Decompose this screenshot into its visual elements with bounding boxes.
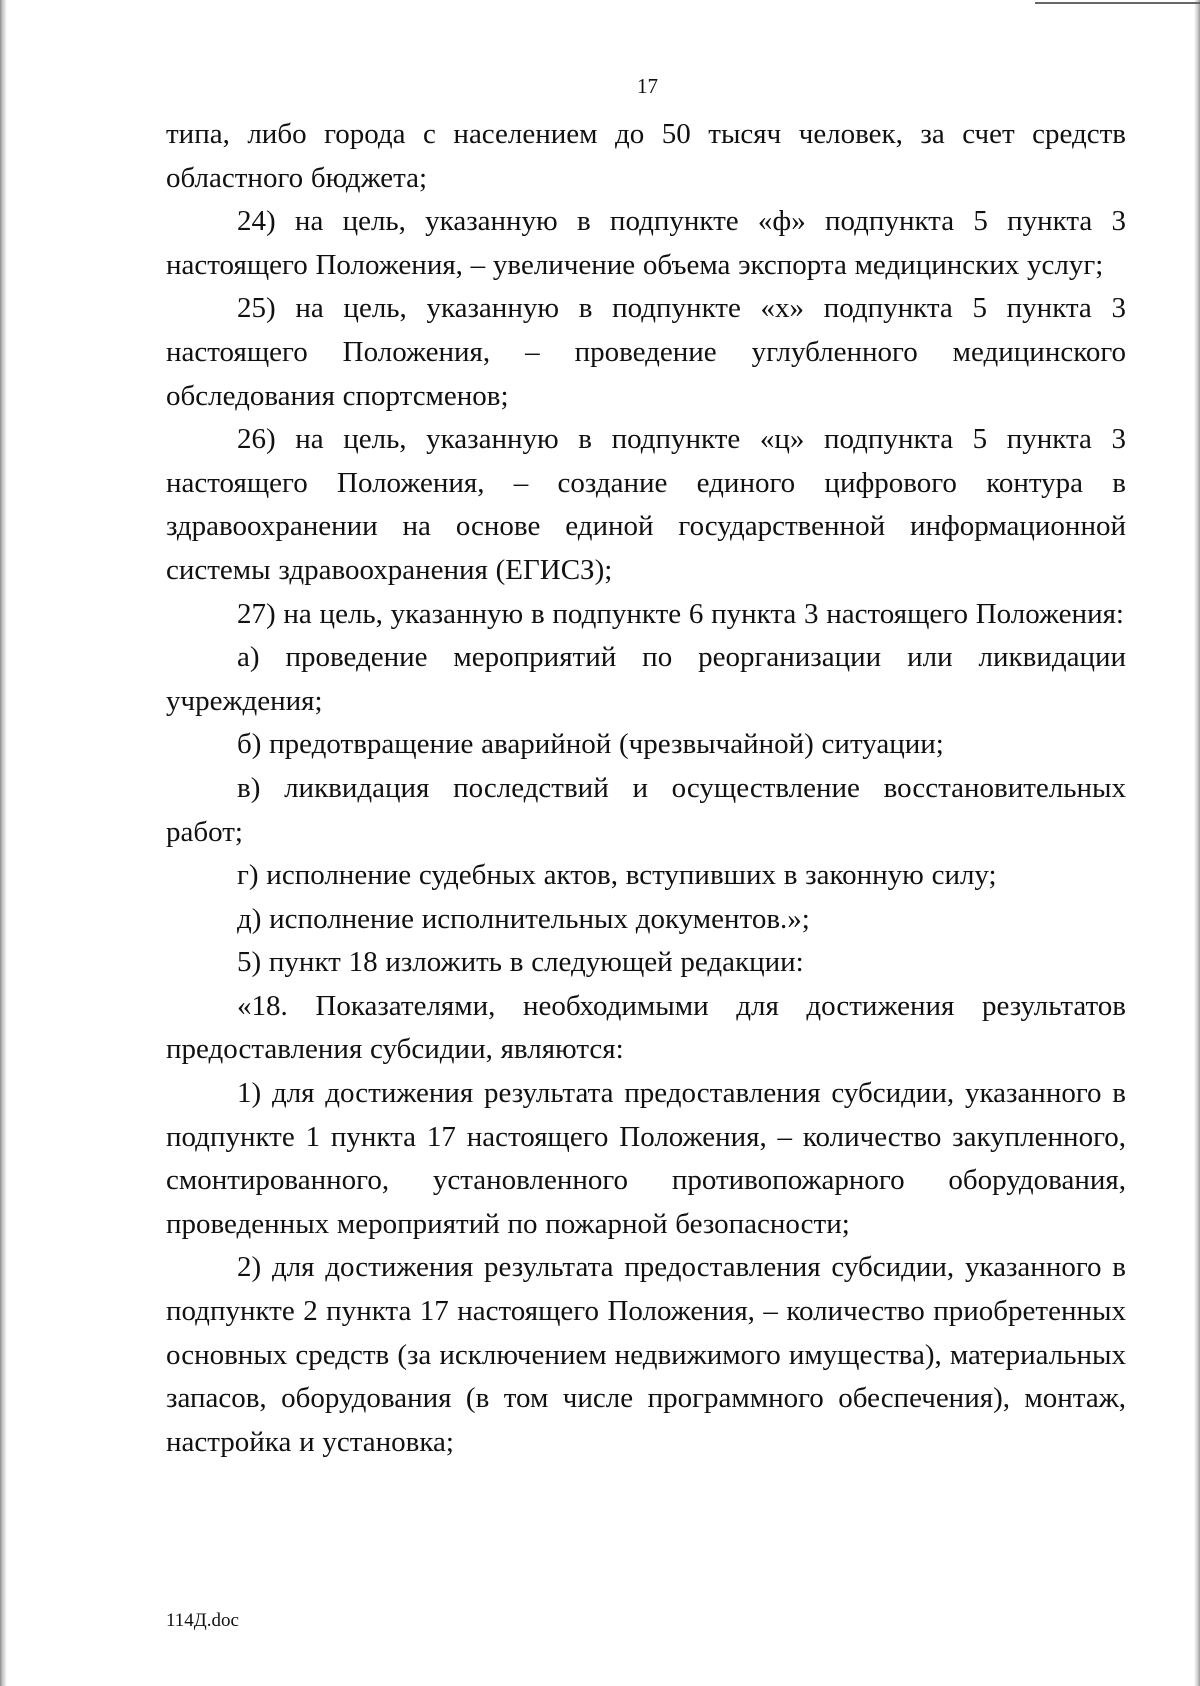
document-body: [166, 113, 1126, 1464]
paragraph-item-25: 25) на цель, указанную в подпункте «х» подпункта 5 пункта 3 настоящего Положения, – проведение углубленного медицинского обследования спортсменов;: [166, 292, 1126, 412]
paragraph-item-27: 27) на цель, указанную в подпункте 6 пункта 3 настоящего Положения:: [237, 597, 1124, 630]
paragraph-subitem-d: д) исполнение исполнительных документов.»;: [237, 902, 810, 935]
paragraph-indicator-1: 1) для достижения результата предоставления субсидии, указанного в подпункте 1 пункта 17 настоящего Положения, – количество закупленного, смонтированного, установленного противопожарного оборудования, проведенных мероприятий по пожарной безопасности;: [166, 1077, 1126, 1240]
paragraph-continuation: типа, либо города с населением до 50 тысяч человек, за счет средств областного бюджета;: [166, 118, 1126, 194]
paragraph-subitem-b: б) предотвращение аварийной (чрезвычайной) ситуации;: [237, 728, 944, 761]
footer-filename: 114Д.doc: [166, 1610, 239, 1631]
paragraph-item-26: 26) на цель, указанную в подпункте «ц» подпункта 5 пункта 3 настоящего Положения, – создание единого цифрового контура в здравоохранении на основе единой государственной информационной системы здравоохранения (ЕГИСЗ);: [166, 423, 1126, 586]
paragraph-subitem-v: в) ликвидация последствий и осуществление восстановительных работ;: [166, 771, 1126, 848]
paragraph-subitem-a: а) проведение мероприятий по реорганизации или ликвидации учреждения;: [166, 641, 1126, 717]
paragraph-amendment-5: 5) пункт 18 изложить в следующей редакции:: [237, 946, 804, 979]
scan-edge-left: [0, 0, 7, 1686]
paragraph-subitem-g: г) исполнение судебных актов, вступивших в законную силу;: [237, 859, 997, 892]
page-number: 17: [637, 74, 658, 98]
scan-edge-right: [1194, 0, 1200, 1686]
scan-top-line: [1035, 2, 1200, 4]
paragraph-indicator-2: 2) для достижения результата предоставления субсидии, указанного в подпункте 2 пункта 17 настоящего Положения, – количество приобретенных основных средств (за исключением недвижимого имущества), материальных запасов, оборудования (в том числе программного обеспечения), монтаж, настройка и установка;: [166, 1251, 1126, 1458]
paragraph-point-18: «18. Показателями, необходимыми для достижения результатов предоставления субсидии, являются:: [166, 989, 1126, 1066]
paragraph-item-24: 24) на цель, указанную в подпункте «ф» подпункта 5 пункта 3 настоящего Положения, – увеличение объема экспорта медицинских услуг;: [166, 205, 1126, 281]
